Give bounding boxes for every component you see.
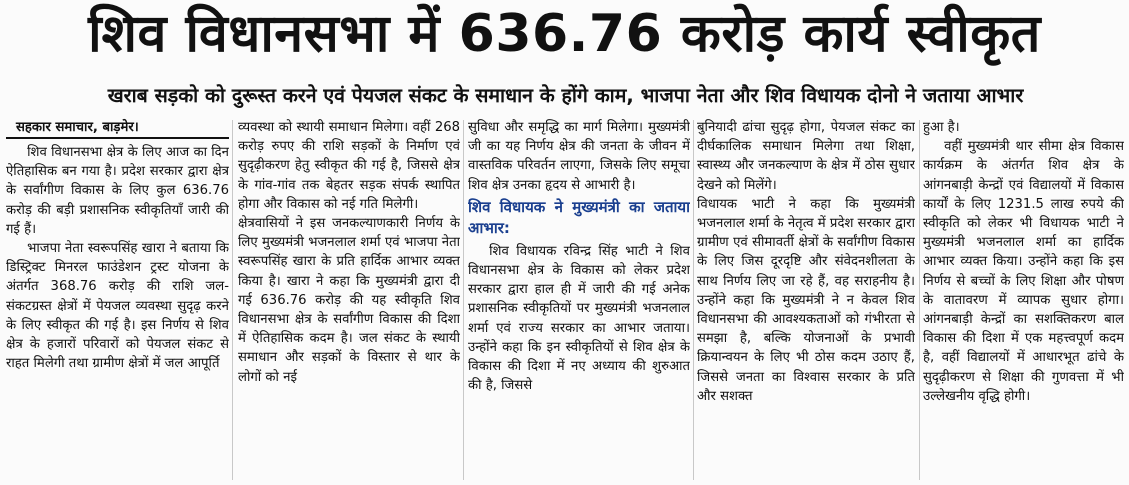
column-divider — [919, 120, 920, 480]
paragraph: हुआ है। — [923, 120, 960, 135]
article-column-4 — [697, 118, 915, 485]
paragraph: बुनियादी ढांचा सुदृढ़ होगा, पेयजल संकट का दीर्घकालिक समाधान मिलेगा तथा शिक्षा, स्वास्थ्य और जनकल्याण के क्षेत्र में ठोस सुधार देखने को मिलेंगे। — [697, 120, 915, 193]
paragraph: भाजपा नेता स्वरूपसिंह खारा ने बताया कि डिस्ट्रिक्ट मिनरल फाउंडेशन ट्रस्ट योजना के अंतर्गत 368.76 करोड़ की राशि जल-संकटग्रस्त क्षेत्रों में पेयजल व्यवस्था सुदृढ़ करने के लिए स्वीकृत की गई है। इस निर्णय से शिव क्षेत्र के हजारों परिवारों को पेयजल संकट से राहत मिलेगी तथा ग्रामीण क्षेत्रों में जल आपूर्ति — [6, 241, 229, 372]
paragraph: वहीं मुख्यमंत्री थार सीमा क्षेत्र विकास कार्यक्रम के अंतर्गत शिव क्षेत्र के आंगनबाड़ी केन्द्रों एवं विद्यालयों में विकास कार्यों के लिए 1231.5 लाख रुपये की स्वीकृति को लेकर भी विधायक भाटी ने मुख्यमंत्री भजनलाल शर्मा का हार्दिक आभार व्यक्त किया। उन्होंने कहा कि इस निर्णय से बच्चों के लिए शिक्षा और पोषण के वातावरण में व्यापक सुधार होगा। आंगनबाड़ी केन्द्रों का सशक्तिकरण बाल विकास की दिशा में एक महत्त्वपूर्ण कदम है, वहीं विद्यालयों में आधारभूत ढांचे के सुदृढ़ीकरण से शिक्षा की गुणवत्ता में भी उल्लेखनीय वृद्धि होगी। — [923, 139, 1124, 404]
column-divider — [693, 120, 694, 480]
paragraph: व्यवस्था को स्थायी समाधान मिलेगा। वहीं 268 करोड़ रुपए की राशि सड़कों के निर्माण एवं सुदृढ़ीकरण हेतु स्वीकृत की गई है, जिससे क्षेत्र के गांव-गांव तक बेहतर सड़क संपर्क स्थापित होगा और विकास को नई गति मिलेगी। — [238, 120, 460, 212]
section-subheading: शिव विधायक ने मुख्यमंत्री का जताया आभार: — [468, 197, 690, 237]
paragraph: शिव विधायक रविन्द्र सिंह भाटी ने शिव विधानसभा क्षेत्र के विकास को लेकर प्रदेश सरकार द्वारा हाल ही में जारी की गई अनेक प्रशासनिक स्वीकृतियों पर मुख्यमंत्री भजनलाल शर्मा एवं राज्य सरकार का आभार जताया। उन्होंने कहा कि इन स्वीकृतियों से शिव क्षेत्र के विकास की दिशा में नए अध्याय की शुरुआत की है, जिससे — [468, 243, 690, 394]
column-divider — [232, 120, 233, 480]
article-column-2 — [238, 118, 460, 485]
column-divider — [463, 120, 464, 480]
byline: सहकार समाचार, बाड़मेर। — [6, 118, 229, 139]
headline: शिव विधानसभा में 636.76 करोड़ कार्य स्वीकृत — [88, 4, 1041, 64]
article-column-1 — [6, 118, 229, 485]
article-column-5 — [923, 118, 1124, 485]
article-column-3 — [468, 118, 690, 485]
paragraph: क्षेत्रवासियों ने इस जनकल्याणकारी निर्णय के लिए मुख्यमंत्री भजनलाल शर्मा एवं भाजपा नेता स्वरूपसिंह खारा के प्रति हार्दिक आभार व्यक्त किया है। खारा ने कहा कि मुख्यमंत्री द्वारा दी गई 636.76 करोड़ की यह स्वीकृति शिव विधानसभा क्षेत्र के सर्वांगीण विकास की दिशा में ऐतिहासिक कदम है। जल संकट के स्थायी समाधान और सड़कों के विस्तार से थार के लोगों को नई — [238, 216, 460, 385]
paragraph: विधायक भाटी ने कहा कि मुख्यमंत्री भजनलाल शर्मा के नेतृत्व में प्रदेश सरकार द्वारा ग्रामीण एवं सीमावर्ती क्षेत्रों के सर्वांगीण विकास के लिए जिस दूरदृष्टि और संवेदनशीलता के साथ निर्णय लिए जा रहे हैं, वह सराहनीय है। उन्होंने कहा कि मुख्यमंत्री ने न केवल शिव विधानसभा की आवश्यकताओं को गंभीरता से समझा है, बल्कि योजनाओं के प्रभावी क्रियान्वयन के लिए भी ठोस कदम उठाए हैं, जिससे जनता का विश्वास सरकार के प्रति और सशक्त — [697, 196, 915, 404]
paragraph: सुविधा और समृद्धि का मार्ग मिलेगा। मुख्यमंत्री जी का यह निर्णय क्षेत्र की जनता के जीवन में वास्तविक परिवर्तन लाएगा, जिसके लिए समूचा शिव क्षेत्र उनका हृदय से आभारी है। — [468, 120, 690, 193]
subheadline: खराब सड़को को दुरूस्त करने एवं पेयजल संकट के समाधान के होंगे काम, भाजपा नेता और शिव विधायक दोनो ने जताया आभार — [107, 84, 1024, 107]
paragraph: शिव विधानसभा क्षेत्र के लिए आज का दिन ऐतिहासिक बन गया है। प्रदेश सरकार द्वारा क्षेत्र के सर्वांगीण विकास के लिए कुल 636.76 करोड़ की बड़ी प्रशासनिक स्वीकृतियाँ जारी की गई हैं। — [6, 145, 229, 237]
